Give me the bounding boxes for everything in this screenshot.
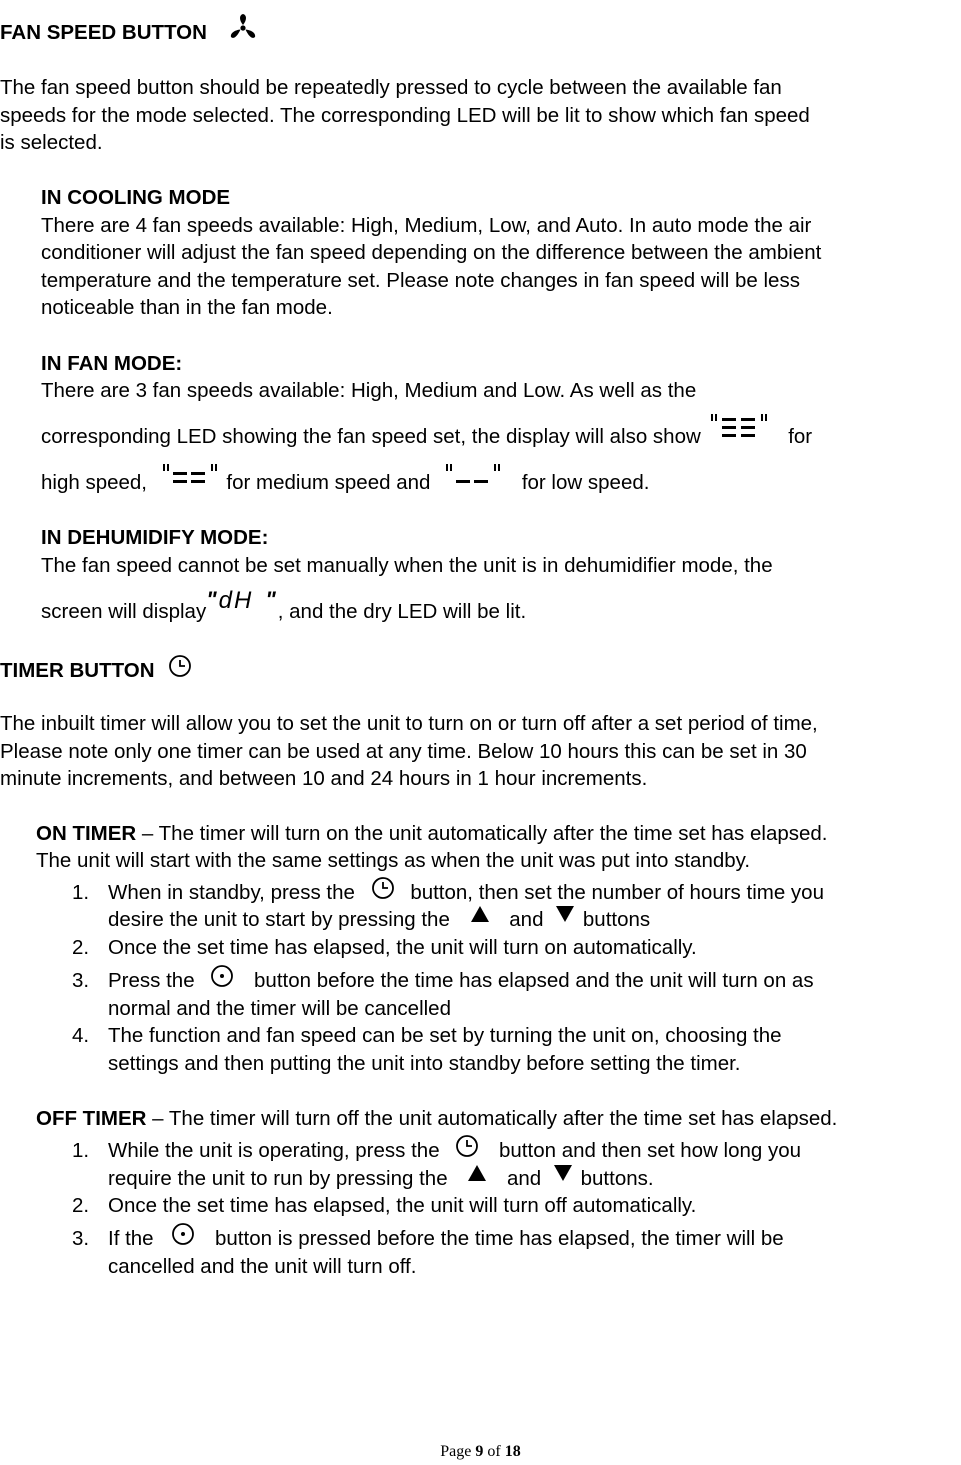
on-timer-dash: – <box>136 822 159 845</box>
off-timer-desc-text: The timer will turn off the unit automatically after the time set has elapsed. <box>168 1107 838 1130</box>
fan-mode-line-3 <box>41 473 649 494</box>
page-footer <box>0 1444 961 1460</box>
off-timer-item-1-text-b: button and then set how long you <box>499 1139 802 1162</box>
clock-icon <box>371 876 395 900</box>
fan-mode-line-1: There are 3 fan speeds available: High, Medium and Low. As well as the <box>41 379 697 402</box>
fan-mode-heading: IN FAN MODE: <box>41 352 183 375</box>
off-timer-dash: – <box>146 1107 169 1130</box>
medium-speed-display-icon <box>161 462 221 492</box>
off-timer-item-1 <box>108 1141 801 1162</box>
timer-heading-text: TIMER BUTTON <box>0 659 155 682</box>
cooling-line-1: There are 4 fan speeds available: High, Medium, Low, and Auto. In auto mode the air <box>41 214 812 237</box>
up-triangle-icon <box>470 905 490 923</box>
cooling-line-3: temperature and the temperature set. Please note changes in fan speed will be less <box>41 269 800 292</box>
high-speed-display-icon <box>707 412 773 446</box>
on-timer-item-3-text-a: Press the <box>108 969 195 992</box>
off-timer-desc <box>36 1109 837 1130</box>
off-timer-item-2-number: 2. <box>72 1194 90 1217</box>
on-timer-label: ON TIMER <box>36 822 137 845</box>
fan-intro-line-1: The fan speed button should be repeatedly pressed to cycle between the available fan <box>0 76 782 99</box>
off-timer-item-3-text-b: button is pressed before the time has elapsed, the timer will be <box>215 1227 784 1250</box>
off-timer-item-1-text-c: require the unit to run by pressing the <box>108 1167 448 1190</box>
fan-mode-low-speed-text: for low speed. <box>521 471 650 494</box>
timer-heading <box>0 661 192 682</box>
timer-intro-line-1: The inbuilt timer will allow you to set the unit to turn on or turn off after a set period of time, <box>0 712 818 735</box>
fan-mode-line-2 <box>41 427 812 448</box>
on-timer-item-3-cont: normal and the timer will be cancelled <box>108 997 451 1020</box>
on-timer-item-1-text-a: When in standby, press the <box>108 881 355 904</box>
on-timer-item-4-number: 4. <box>72 1024 90 1047</box>
power-circle-icon <box>210 964 234 988</box>
off-timer-item-1-and: and <box>507 1167 542 1190</box>
dehumidify-line-1: The fan speed cannot be set manually when the unit is in dehumidifier mode, the <box>41 554 773 577</box>
timer-intro-line-2: Please note only one timer can be used at any time. Below 10 hours this can be set in 30 <box>0 740 807 763</box>
on-timer-item-1-text-c: desire the unit to start by pressing the <box>108 908 450 931</box>
dh-display-text: dH <box>218 587 254 614</box>
off-timer-item-3-text-a: If the <box>108 1227 154 1250</box>
on-timer-item-3 <box>108 971 814 992</box>
fan-speed-heading <box>0 23 259 44</box>
power-circle-icon <box>171 1222 195 1246</box>
footer-of-word: of <box>487 1443 501 1460</box>
off-timer-item-1-text-a: While the unit is operating, press the <box>108 1139 440 1162</box>
low-speed-display-icon <box>444 462 504 492</box>
off-timer-item-3 <box>108 1229 784 1250</box>
footer-page-number: 9 <box>475 1443 484 1460</box>
on-timer-item-3-number: 3. <box>72 969 90 992</box>
down-triangle-icon <box>555 905 575 923</box>
dehumidify-line-2-tail: , and the dry LED will be lit. <box>277 600 527 623</box>
clock-icon <box>168 654 192 678</box>
on-timer-desc-2: The unit will start with the same settings as when the unit was put into standby. <box>36 849 751 872</box>
on-timer-item-4-cont: settings and then putting the unit into standby before setting the timer. <box>108 1052 741 1075</box>
clock-icon <box>455 1134 479 1158</box>
fan-mode-medium-speed-text: for medium speed and <box>226 471 431 494</box>
on-timer-desc-text: The timer will turn on the unit automatically after the time set has elapsed. <box>158 822 828 845</box>
on-timer-item-3-text-b: button before the time has elapsed and the unit will turn on as <box>254 969 814 992</box>
on-timer-desc <box>36 824 828 845</box>
on-timer-item-1 <box>108 883 824 904</box>
off-timer-item-3-cont: cancelled and the unit will turn off. <box>108 1255 417 1278</box>
dehumidify-line-2 <box>41 587 527 623</box>
off-timer-item-1-number: 1. <box>72 1139 90 1162</box>
on-timer-item-1-text-b: button, then set the number of hours time you <box>410 881 824 904</box>
fan-mode-line-2-text: corresponding LED showing the fan speed set, the display will also show <box>41 425 701 448</box>
on-timer-item-1-cont <box>108 910 650 931</box>
on-timer-item-1-buttons: buttons <box>582 908 651 931</box>
on-timer-item-2: Once the set time has elapsed, the unit will turn on automatically. <box>108 936 697 959</box>
up-triangle-icon <box>467 1164 487 1182</box>
down-triangle-icon <box>553 1164 573 1182</box>
on-timer-item-4: The function and fan speed can be set by turning the unit on, choosing the <box>108 1024 782 1047</box>
dehumidify-heading: IN DEHUMIDIFY MODE: <box>41 526 269 549</box>
off-timer-item-1-cont <box>108 1169 654 1190</box>
dh-display-readout: "dH " <box>206 587 278 614</box>
on-timer-item-1-number: 1. <box>72 881 90 904</box>
dehumidify-line-2-text: screen will display <box>41 600 207 623</box>
on-timer-item-2-number: 2. <box>72 936 90 959</box>
off-timer-item-1-buttons: buttons. <box>580 1167 654 1190</box>
cooling-line-4: noticeable than in the fan mode. <box>41 296 333 319</box>
footer-page-total: 18 <box>504 1443 521 1460</box>
footer-page-word: Page <box>440 1443 472 1460</box>
fan-speed-heading-text: FAN SPEED BUTTON <box>0 21 207 44</box>
on-timer-item-1-and: and <box>509 908 544 931</box>
off-timer-item-2: Once the set time has elapsed, the unit will turn off automatically. <box>108 1194 697 1217</box>
fan-mode-high-speed-text: high speed, <box>41 471 148 494</box>
off-timer-item-3-number: 3. <box>72 1227 90 1250</box>
fan-mode-line-2-for: for <box>788 425 813 448</box>
fan-intro-line-2: speeds for the mode selected. The corresponding LED will be lit to show which fan speed <box>0 104 810 127</box>
cooling-heading: IN COOLING MODE <box>41 186 231 209</box>
cooling-line-2: conditioner will adjust the fan speed depending on the difference between the ambient <box>41 241 822 264</box>
fan-intro-line-3: is selected. <box>0 131 103 154</box>
off-timer-label: OFF TIMER <box>36 1107 147 1130</box>
fan-icon <box>227 14 259 42</box>
timer-intro-line-3: minute increments, and between 10 and 24 hours in 1 hour increments. <box>0 767 648 790</box>
